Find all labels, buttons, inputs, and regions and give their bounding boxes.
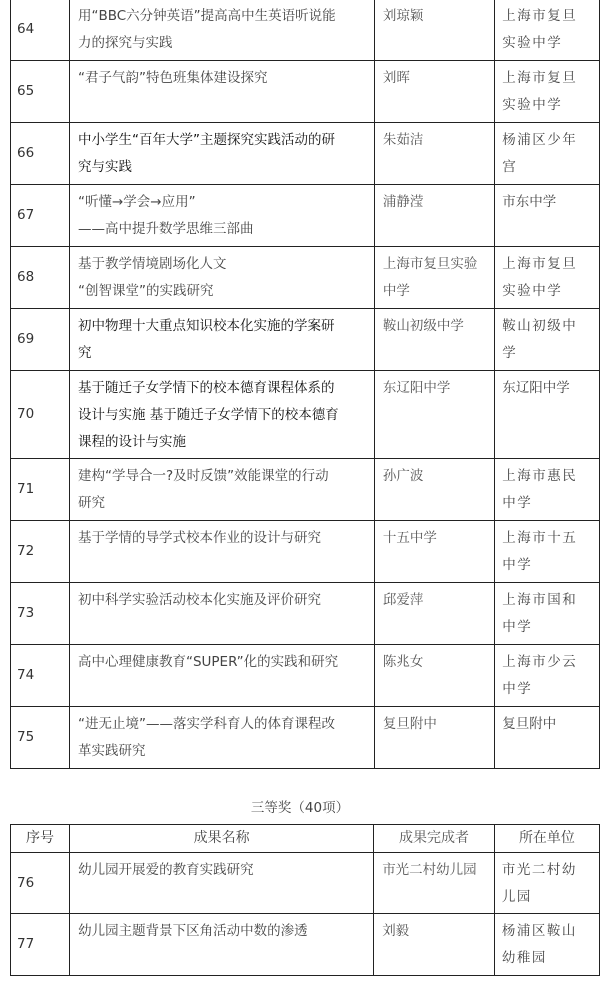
table-row [11, 247, 600, 309]
row-number: 72 [11, 521, 70, 583]
achievement-title-line: 基于教学情境剧场化人文 [77, 256, 227, 272]
achievement-unit-line: 中学 [502, 681, 533, 697]
achievement-author-line: 市光二村幼儿园 [382, 862, 477, 878]
achievement-title [69, 247, 374, 309]
achievement-title-line: 研究 [77, 495, 105, 511]
table-row [11, 853, 600, 914]
achievement-author-line: 刘琼颖 [382, 8, 424, 24]
achievement-unit-line: 市光二村幼 [501, 862, 577, 878]
row-number: 66 [11, 123, 70, 185]
achievement-title-line: 初中科学实验活动校本化实施及评价研究 [77, 592, 321, 608]
achievement-title-line: 基于随迁子女学情下的校本德育课程体系的 [77, 380, 335, 396]
achievement-author [374, 61, 494, 123]
row-number: 69 [11, 309, 70, 371]
achievement-unit [495, 645, 600, 707]
achievement-unit-line: 儿园 [501, 889, 532, 905]
table-row [11, 0, 600, 61]
achievement-title-line: 究 [77, 345, 92, 361]
achievement-unit-line: 上海市十五 [502, 530, 578, 546]
achievement-unit-line: 幼稚园 [501, 950, 547, 966]
achievement-unit-line: 杨浦区鞍山 [501, 923, 577, 939]
achievement-title [69, 707, 374, 769]
row-number: 70 [11, 371, 70, 459]
achievement-unit-line: 上海市复旦 [502, 256, 578, 272]
achievement-unit [495, 583, 600, 645]
achievement-unit-line: 市东中学 [502, 194, 557, 210]
table-row [11, 371, 600, 459]
achievement-author [374, 521, 494, 583]
table-row [11, 61, 600, 123]
achievement-author [374, 645, 494, 707]
row-number: 71 [11, 459, 70, 521]
achievement-author [374, 247, 494, 309]
achievement-title-line: ——高中提升数学思维三部曲 [77, 221, 254, 237]
achievement-author [374, 459, 494, 521]
achievement-title-line: “创智课堂”的实践研究 [77, 283, 214, 299]
achievement-author-line: 复旦附中 [382, 716, 437, 732]
achievement-title-line: 设计与实施 基于随迁子女学情下的校本德育 [77, 407, 339, 423]
achievement-author-line: 邱爱萍 [382, 592, 424, 608]
achievement-author-line: 东辽阳中学 [382, 380, 451, 396]
achievement-unit-line: 上海市国和 [502, 592, 578, 608]
achievement-title [69, 185, 374, 247]
achievement-unit-line: 东辽阳中学 [502, 380, 570, 396]
achievement-unit [495, 123, 600, 185]
achievement-unit [495, 309, 600, 371]
achievement-unit [495, 185, 600, 247]
achievement-title-line: 中小学生“百年大学”主题探究实践活动的研 [77, 132, 335, 148]
row-number: 77 [11, 914, 70, 976]
achievement-title-line: 用“BBC六分钟英语”提高高中生英语听说能 [77, 8, 336, 24]
achievement-unit-line: 实验中学 [502, 35, 563, 51]
achievement-title-line: 究与实践 [77, 159, 132, 175]
achievement-title [69, 459, 374, 521]
achievement-unit-line: 中学 [502, 619, 533, 635]
achievement-title [69, 61, 374, 123]
table-row [11, 185, 600, 247]
achievement-title [69, 645, 374, 707]
achievement-author-line: 上海市复旦实验 [382, 256, 478, 272]
achievement-unit [494, 853, 599, 914]
table-row [11, 309, 600, 371]
header-num: 序号 [11, 825, 70, 853]
achievement-unit [495, 61, 600, 123]
header-author: 成果完成者 [374, 825, 495, 853]
table-row [11, 459, 600, 521]
achievement-title [69, 583, 374, 645]
achievement-unit-line: 上海市少云 [502, 654, 578, 670]
row-number: 73 [11, 583, 70, 645]
achievement-title [69, 371, 374, 459]
achievement-author [374, 371, 494, 459]
achievement-unit-line: 学 [502, 345, 518, 361]
achievement-author-line: 十五中学 [382, 530, 437, 546]
achievement-unit-line: 上海市惠民 [502, 468, 578, 484]
achievement-title-line: 高中心理健康教育“SUPER”化的实践和研究 [77, 654, 339, 670]
achievement-unit [495, 707, 600, 769]
achievement-unit-line: 复旦附中 [502, 716, 557, 732]
row-number: 76 [11, 853, 70, 914]
achievement-unit [495, 0, 600, 61]
awards-table-third-prize [10, 824, 600, 976]
achievement-title-line: 基于学情的导学式校本作业的设计与研究 [77, 530, 321, 546]
achievement-author-line: 陈兆女 [382, 654, 424, 670]
achievement-author [374, 707, 494, 769]
achievement-unit-line: 鞍山初级中 [502, 318, 578, 334]
achievement-author [374, 853, 495, 914]
achievement-author-line: 刘毅 [382, 923, 410, 939]
achievement-unit [495, 371, 600, 459]
row-number: 67 [11, 185, 70, 247]
achievement-author-line: 刘晖 [382, 70, 410, 86]
achievement-title-line: 初中物理十大重点知识校本化实施的学案研 [77, 318, 335, 334]
achievement-title [69, 309, 374, 371]
achievement-title-line: 建构“学导合一?及时反馈”效能课堂的行动 [77, 468, 329, 484]
row-number: 74 [11, 645, 70, 707]
achievement-author [374, 583, 494, 645]
achievement-title-line: “进无止境”——落实学科育人的体育课程改 [77, 716, 335, 732]
table-row [11, 521, 600, 583]
table-row [11, 123, 600, 185]
achievement-author [374, 0, 494, 61]
row-number: 75 [11, 707, 70, 769]
section-caption-third-prize: 三等奖（40项） [250, 800, 350, 816]
achievement-title-line: 课程的设计与实施 [77, 434, 186, 450]
achievement-author-line: 孙广波 [382, 468, 424, 484]
achievement-title-line: 幼儿园主题背景下区角活动中数的渗透 [78, 923, 308, 939]
achievement-title-line: 幼儿园开展爱的教育实践研究 [78, 862, 254, 878]
achievement-unit-line: 中学 [502, 557, 533, 573]
achievement-title [69, 123, 374, 185]
achievement-author-line: 中学 [382, 283, 410, 299]
achievement-author [374, 185, 494, 247]
achievement-title-line: 力的探究与实践 [77, 35, 173, 51]
achievement-title-line: 革实践研究 [77, 743, 146, 759]
achievement-unit [495, 459, 600, 521]
achievement-author [374, 123, 494, 185]
achievement-unit-line: 宫 [502, 159, 518, 175]
achievement-author-line: 朱茹洁 [382, 132, 424, 148]
row-number: 64 [11, 0, 70, 61]
table-row [11, 707, 600, 769]
achievement-unit [495, 521, 600, 583]
achievement-title [70, 853, 374, 914]
achievement-author-line: 鞍山初级中学 [382, 318, 464, 334]
achievement-unit-line: 上海市复旦 [502, 70, 578, 86]
achievement-unit-line: 实验中学 [502, 283, 563, 299]
achievement-unit-line: 中学 [502, 495, 533, 511]
header-unit: 所在单位 [494, 825, 599, 853]
header-title: 成果名称 [70, 825, 374, 853]
achievement-author [374, 309, 494, 371]
achievement-unit [494, 914, 599, 976]
achievement-title-line: “君子气韵”特色班集体建设探究 [77, 70, 268, 86]
achievement-title-line: “听懂→学会→应用” [77, 194, 196, 210]
table-row [11, 583, 600, 645]
achievement-unit-line: 上海市复旦 [502, 8, 578, 24]
achievement-title [69, 521, 374, 583]
table-row [11, 914, 600, 976]
table-header-row [11, 825, 600, 853]
achievement-title [69, 0, 374, 61]
achievement-title [70, 914, 374, 976]
achievement-unit [495, 247, 600, 309]
achievement-author [374, 914, 495, 976]
achievement-unit-line: 杨浦区少年 [502, 132, 578, 148]
table-row [11, 645, 600, 707]
achievement-author-line: 浦静滢 [382, 194, 424, 210]
row-number: 68 [11, 247, 70, 309]
achievement-unit-line: 实验中学 [502, 97, 563, 113]
row-number: 65 [11, 61, 70, 123]
awards-table-second-prize [10, 0, 600, 769]
